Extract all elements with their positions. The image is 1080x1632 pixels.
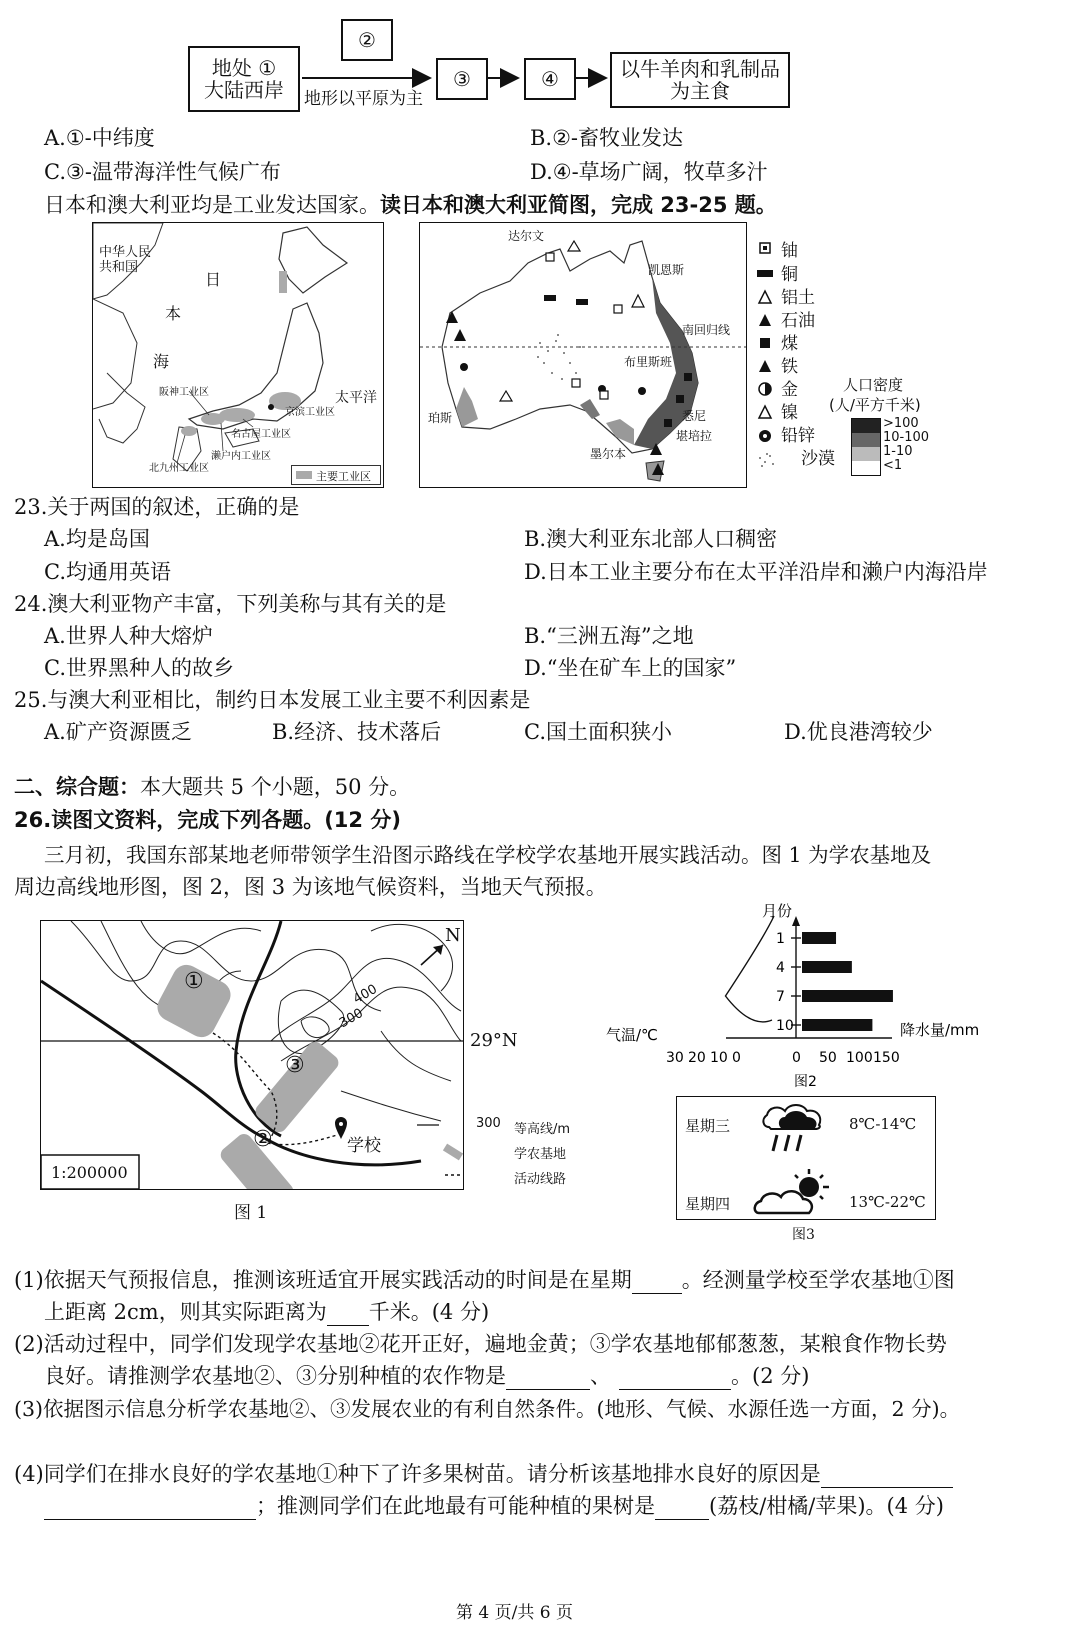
q24-stem: 24.澳大利亚物产丰富，下列美称与其有关的是 [14, 592, 447, 616]
answer-blank-drainage-2[interactable] [44, 1519, 256, 1520]
label-darwin: 达尔文 [508, 229, 545, 243]
precip-tick-label: 50 [819, 1050, 837, 1066]
sub2-line1: (2)活动过程中，同学们发现学农基地②花开正好，遍地金黄；③学农基地郁郁葱葱，某粮食作物长势 [14, 1332, 947, 1356]
temp-tick-label: 10 [710, 1050, 728, 1066]
legend-lead-zinc: 铅锌 [781, 426, 815, 446]
precip-tick-label: 100 [846, 1050, 873, 1066]
flow-box-1-line2: 大陆西岸 [204, 78, 284, 102]
label-keihin: 京滨工业区 [285, 407, 335, 418]
density-swatches [851, 418, 881, 476]
legend-coal: 煤 [781, 334, 798, 354]
q22-option-d[interactable]: D.④-草场广阔，牧草多汁 [530, 160, 768, 184]
answer-blank-crop-2[interactable] [506, 1389, 590, 1390]
sub1-text-c: 上距离 2cm，则其实际距离为 [44, 1300, 327, 1324]
q25-option-d[interactable]: D.优良港湾较少 [784, 720, 933, 744]
sub2-text-b: 、 [590, 1364, 611, 1388]
temp-axis-label: 气温/℃ [606, 1026, 658, 1044]
legend-oil: 石油 [781, 311, 815, 331]
legend-symbols [757, 240, 781, 480]
forecast-wed-temp: 8℃-14℃ [849, 1115, 917, 1133]
intro-normal: 日本和澳大利亚均是工业发达国家。 [44, 193, 380, 217]
month-tick-label: 4 [776, 960, 785, 976]
q22-option-c[interactable]: C.③-温带海洋性气候广布 [44, 160, 281, 184]
q26-title: 26.读图文资料，完成下列各题。(12 分) [14, 808, 401, 832]
label-perth: 珀斯 [428, 411, 453, 425]
flow-box-5-line2: 为主食 [670, 79, 730, 103]
q23-option-a[interactable]: A.均是岛国 [44, 527, 150, 551]
month-tick-label: 7 [776, 989, 785, 1005]
legend-industrial-label: 主要工业区 [316, 470, 371, 483]
density-1-10: 1-10 [883, 444, 913, 459]
label-nagoya: 名古屋工业区 [231, 429, 291, 440]
contour-300-label: 300 [336, 1005, 366, 1032]
australia-map [419, 222, 747, 488]
answer-blank-drainage-1[interactable] [821, 1487, 953, 1488]
flow-box-2 [341, 19, 393, 61]
q24-option-c[interactable]: C.世界黑种人的故乡 [44, 656, 234, 680]
sub4-line2 [44, 1490, 944, 1520]
figure-3-caption: 图3 [792, 1227, 815, 1243]
q26-intro-line1: 三月初，我国东部某地老师带领学生沿图示路线在学校学农基地开展实践活动。图 1 为学农基地及 [44, 843, 932, 867]
q23-option-c[interactable]: C.均通用英语 [44, 560, 171, 584]
label-cairns: 凯恩斯 [648, 263, 685, 277]
temp-tick-label: 20 [688, 1050, 706, 1066]
legend-nickel: 镍 [781, 403, 798, 423]
sub3-line1: (3)依据图示信息分析学农基地②、③发展农业的有利自然条件。(地形、气候、水源任选一方面，2 分)。 [14, 1397, 961, 1421]
precip-bar-month-1 [802, 932, 836, 944]
month-axis-arrow [792, 916, 800, 926]
q24-option-a[interactable]: A.世界人种大熔炉 [44, 624, 213, 648]
q25-option-c[interactable]: C.国土面积狭小 [524, 720, 672, 744]
label-setouchi: 濑户内工业区 [211, 451, 271, 462]
q22-option-a[interactable]: A.①-中纬度 [44, 126, 155, 150]
label-canberra: 堪培拉 [676, 429, 713, 443]
legend-iron: 铁 [781, 357, 798, 377]
label-tropic: 南回归线 [682, 323, 731, 337]
sub2-line2 [44, 1360, 809, 1390]
sub1-line2 [44, 1296, 489, 1326]
legend-contour-value: 300 [476, 1116, 501, 1131]
forecast-thu-temp: 13℃-22℃ [849, 1193, 926, 1211]
label-ben: 本 [165, 304, 182, 323]
sub2-text-c: 。(2 分) [731, 1364, 810, 1388]
density-lt1: <1 [883, 458, 903, 473]
label-brisbane: 布里斯班 [624, 355, 673, 369]
flow-box-2-label: ② [358, 28, 376, 52]
label-hanshin: 阪神工业区 [159, 387, 209, 398]
flow-arrow-label: 地形以平原为主 [304, 89, 423, 109]
label-hai: 海 [153, 352, 170, 371]
legend-gold: 金 [781, 380, 798, 400]
q23-option-b[interactable]: B.澳大利亚东北部人口稠密 [524, 527, 778, 551]
partly-cloudy-icon [753, 1169, 839, 1219]
sub2-text-a: 良好。请推测学农基地②、③分别种植的农作物是 [44, 1364, 506, 1388]
forecast-wed-day: 星期三 [685, 1117, 731, 1135]
q24-option-d[interactable]: D.“坐在矿车上的国家” [524, 656, 737, 680]
label-melbourne: 墨尔本 [590, 447, 627, 461]
temperature-curve [725, 916, 774, 1022]
rain-icon [759, 1101, 829, 1157]
density-gt100: >100 [883, 416, 919, 431]
q22-option-b[interactable]: B.②-畜牧业发达 [530, 126, 684, 150]
australia-map-drawing [420, 223, 746, 487]
answer-blank-crop-3[interactable] [619, 1389, 731, 1390]
school-label: 学校 [347, 1136, 381, 1156]
legend-bauxite: 铝土 [781, 288, 815, 308]
sub1-line1 [14, 1264, 955, 1294]
q25-stem: 25.与澳大利亚相比，制约日本发展工业主要不利因素是 [14, 688, 531, 712]
section-2-heading [14, 771, 410, 801]
sub4-text-a: (4)同学们在排水良好的学农基地①种下了许多果树苗。请分析该基地排水良好的原因是 [14, 1462, 821, 1486]
flow-box-1 [188, 46, 300, 112]
flow-box-4-label: ④ [541, 67, 559, 91]
scale-label: 1:200000 [51, 1163, 128, 1182]
flow-box-1-line1: 地处 ① [211, 56, 277, 80]
q25-option-a[interactable]: A.矿产资源匮乏 [44, 720, 192, 744]
figure-2-caption: 图2 [794, 1074, 817, 1090]
sub1-text-d: 千米。(4 分) [368, 1300, 490, 1324]
contour-400-label: 400 [350, 981, 380, 1008]
q26-intro-line2: 周边高线地形图，图 2，图 3 为该地气候资料，当地天气预报。 [14, 875, 607, 899]
industrial-swatch [296, 471, 312, 479]
precip-bar-month-7 [802, 990, 893, 1002]
q24-option-b[interactable]: B.“三洲五海”之地 [524, 624, 694, 648]
north-arrow-label: N [445, 925, 461, 946]
label-ri: 日 [205, 270, 222, 289]
legend-uranium: 铀 [781, 241, 798, 261]
intro-bold: 读日本和澳大利亚简图，完成 23-25 题。 [380, 193, 777, 217]
japan-map-legend [291, 465, 381, 485]
flow-box-4 [524, 58, 576, 100]
base-1-label: ① [184, 969, 204, 994]
section-2-rest: 本大题共 5 个小题，50 分。 [140, 775, 411, 799]
precip-bar-month-10 [802, 1019, 872, 1031]
figure-2-climate-chart [600, 900, 1000, 1090]
density-title-1: 人口密度 [843, 376, 904, 394]
sub1-text-a: (1)依据天气预报信息，推测该班适宜开展实践活动的时间是在星期 [14, 1268, 632, 1292]
australia-legend [757, 236, 957, 486]
month-tick-label: 10 [776, 1018, 794, 1034]
month-axis-label: 月份 [762, 902, 793, 920]
sub4-text-b: ；推测同学们在此地最有可能种植的果树是 [256, 1494, 655, 1518]
q25-option-b[interactable]: B.经济、技术落后 [272, 720, 442, 744]
label-china: 中华人民共和国 [99, 245, 152, 275]
flow-box-3 [436, 58, 488, 100]
base-2-label: ② [253, 1127, 273, 1152]
answer-blank-weekday[interactable] [632, 1293, 682, 1294]
precip-tick-label: 150 [873, 1050, 900, 1066]
sub4-line1 [14, 1458, 953, 1488]
q23-stem: 23.关于两国的叙述，正确的是 [14, 495, 300, 519]
legend-route: 活动线路 [514, 1172, 567, 1187]
label-sydney: 悉尼 [682, 409, 707, 423]
density-10-100: 10-100 [883, 430, 930, 445]
climate-chart-svg [600, 900, 1000, 1090]
contour-drawing [41, 921, 463, 1189]
legend-contour: 等高线/m [514, 1122, 571, 1137]
temp-tick-label: 0 [732, 1050, 741, 1066]
label-kitakyushu: 北九州工业区 [149, 463, 209, 474]
sub1-text-b: 。经测量学校至学农基地①图 [681, 1268, 955, 1292]
sub4-text-c: (荔枝/柑橘/苹果)。(4 分) [709, 1494, 944, 1518]
figure-1-contour-map [40, 920, 464, 1190]
legend-base: 学农基地 [514, 1147, 567, 1162]
forecast-thu-day: 星期四 [685, 1195, 731, 1213]
label-pacific: 太平洋 [335, 390, 377, 406]
japan-map [92, 222, 384, 488]
precip-bar-month-4 [802, 961, 852, 973]
legend-copper: 铜 [781, 265, 798, 285]
section-2-bold: 二、综合题： [14, 775, 140, 799]
intro-23-25 [44, 189, 777, 219]
density-title-2: (人/平方千米) [829, 396, 921, 414]
precip-axis-label: 降水量/mm [900, 1021, 980, 1039]
figure-3-weather-forecast [676, 1096, 936, 1220]
base-3-label: ③ [285, 1053, 305, 1078]
figure-1-caption: 图 1 [234, 1203, 268, 1223]
flow-box-5 [610, 52, 790, 108]
page-footer: 第 4 页/共 6 页 [456, 1603, 573, 1623]
temp-tick-label: 30 [666, 1050, 684, 1066]
flow-box-3-label: ③ [453, 67, 471, 91]
answer-blank-fruit[interactable] [655, 1519, 709, 1520]
latitude-label: 29°N [470, 1030, 518, 1051]
month-tick-label: 1 [776, 931, 785, 947]
precip-tick-label: 0 [792, 1050, 801, 1066]
flow-box-5-line1: 以牛羊肉和乳制品 [620, 57, 780, 81]
legend-desert: 沙漠 [801, 449, 835, 469]
q23-option-d[interactable]: D.日本工业主要分布在太平洋沿岸和濑户内海沿岸 [524, 560, 988, 584]
answer-blank-distance[interactable] [327, 1325, 369, 1326]
